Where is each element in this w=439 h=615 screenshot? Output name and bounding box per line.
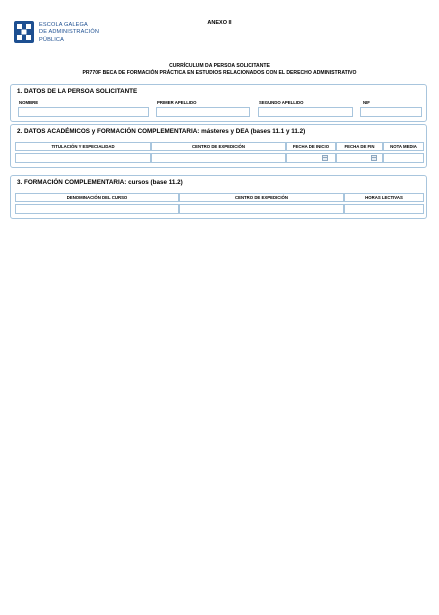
- centro-expedicion-input[interactable]: [151, 153, 286, 163]
- document-title: CURRÍCULUM DA PERSOA SOLICITANTE: [169, 63, 270, 69]
- column-header-horas-lectivas: HORAS LECTIVAS: [344, 193, 424, 202]
- calendar-icon[interactable]: [322, 155, 328, 161]
- logo-line: DE ADMINISTRACIÓN: [39, 29, 100, 36]
- section-title: 1. DATOS DE LA PERSOA SOLICITANTE: [17, 88, 138, 95]
- nif-input[interactable]: [360, 107, 422, 117]
- field-label-primer-apellido: PRIMER APELLIDO: [157, 100, 197, 105]
- section-title: 3. FORMACIÓN COMPLEMENTARIA: cursos (base 11.2): [17, 179, 183, 186]
- section-academic-data: [10, 124, 427, 168]
- calendar-icon[interactable]: [371, 155, 377, 161]
- column-header-titulacion: TITULACIÓN Y ESPECIALIDAD: [15, 142, 151, 151]
- annex-label: ANEXO II: [207, 20, 232, 26]
- titulacion-input[interactable]: [15, 153, 151, 163]
- primer-apellido-input[interactable]: [156, 107, 250, 117]
- centro-expedicion-input[interactable]: [179, 204, 344, 214]
- column-header-denominacion: DENOMINACIÓN DEL CURSO: [15, 193, 179, 202]
- section-title: 2. DATOS ACADÉMICOS y FORMACIÓN COMPLEMENTARIA: másteres y DEA (bases 11.1 y 11.2): [17, 128, 306, 135]
- segundo-apellido-input[interactable]: [258, 107, 353, 117]
- section-personal-data: [10, 84, 427, 122]
- nombre-input[interactable]: [18, 107, 149, 117]
- column-header-nota-media: NOTA MEDIA: [383, 142, 424, 151]
- logo-line: PÚBLICA: [39, 36, 64, 43]
- fecha-inicio-input[interactable]: [286, 153, 336, 163]
- fecha-fin-input[interactable]: [336, 153, 383, 163]
- column-header-fecha-inicio: FECHA DE INICIO: [286, 142, 336, 151]
- horas-lectivas-input[interactable]: [344, 204, 424, 214]
- field-label-nombre: NOMBRE: [19, 100, 39, 105]
- document-subtitle: PR770F BECA DE FORMACIÓN PRÁCTICA EN ESTUDIOS RELACIONADOS CON EL DERECHO ADMINISTRATIVO: [82, 70, 357, 76]
- section-complementary-courses: [10, 175, 427, 219]
- denominacion-curso-input[interactable]: [15, 204, 179, 214]
- nota-media-input[interactable]: [383, 153, 424, 163]
- field-label-segundo-apellido: SEGUNDO APELLIDO: [259, 100, 304, 105]
- field-label-nif: NIF: [363, 100, 370, 105]
- column-header-centro: CENTRO DE EXPEDICIÓN: [179, 193, 344, 202]
- logo-line: ESCOLA GALEGA: [39, 22, 88, 28]
- column-header-centro: CENTRO DE EXPEDICIÓN: [151, 142, 286, 151]
- column-header-fecha-fin: FECHA DE FIN: [336, 142, 383, 151]
